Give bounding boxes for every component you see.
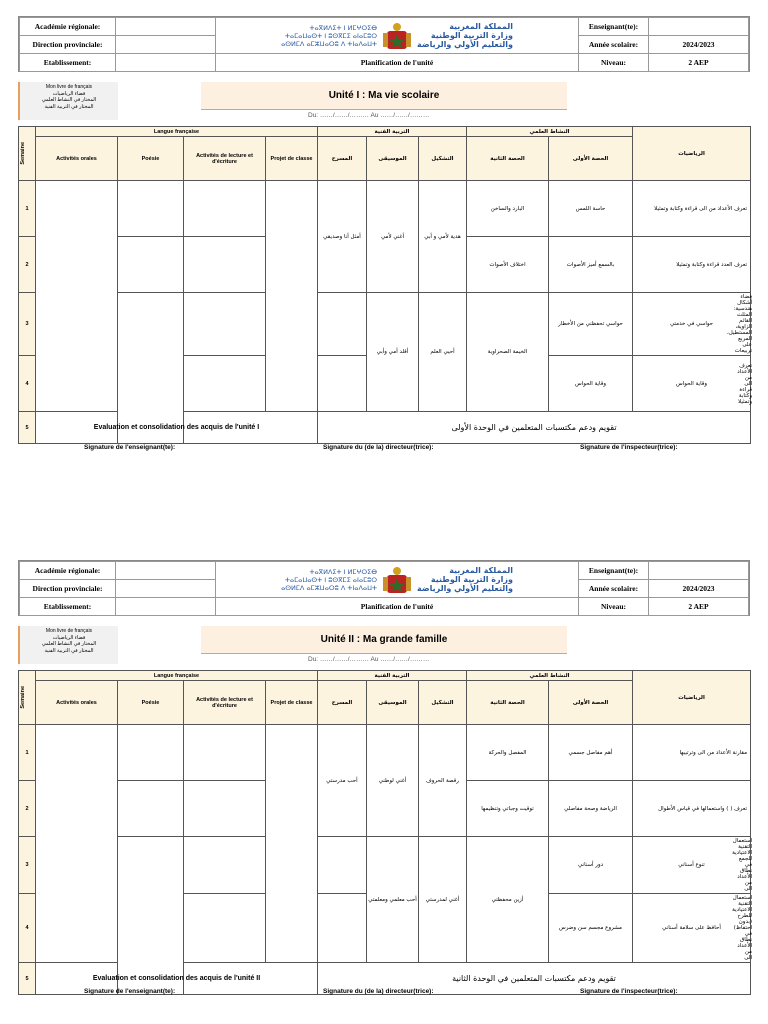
poesie-header: Poésie — [118, 137, 184, 181]
week-number: 2 — [19, 781, 36, 837]
dates-range: Du: ……/……/……… Au ……/……/……… — [308, 656, 430, 663]
seance2-header: الحصة الثانية — [467, 681, 549, 725]
theatre-cell: أمثل أنا وصديقي — [318, 181, 367, 293]
seance1-header: الحصة الأولى — [549, 681, 633, 725]
art-header: التربية الفنية — [318, 671, 467, 681]
annee-label: Année scolaire: — [579, 580, 649, 598]
direction-label: Direction provinciale: — [20, 580, 116, 598]
inspector-signature[interactable]: Signature de l'inspecteur(trice): — [580, 444, 678, 451]
seance1-cell: أهم مفاصل جسمي — [549, 725, 633, 781]
inspector-signature[interactable]: Signature de l'inspecteur(trice): — [580, 988, 678, 995]
tifinagh-text: ⵜⴰⴳⵍⴷⵉⵜ ⵏ ⵍⵎⵖⵔⵉⴱ ⵜⴰⵎⴰⵡⴰⵙⵜ ⵏ ⵓⵙⴳⵎⵉ ⴰⵏⴰⵎⵓⵔ ⴰⵙⵍⵎⴷ ⴰⵎⵣⵡⴰⵔⵓ ⴷ ⵜⵏⴰⴷⴰⵡⵜ — [281, 567, 377, 592]
math-cell: تعرف ( ) واستعمالها في قياس الأطوال — [633, 781, 751, 837]
week-row — [19, 725, 751, 781]
tifinagh-text: ⵜⴰⴳⵍⴷⵉⵜ ⵏ ⵍⵎⵖⵔⵉⴱ ⵜⴰⵎⴰⵡⴰⵙⵜ ⵏ ⵓⵙⴳⵎⵉ ⴰⵏⴰⵎⵓⵔ ⴰⵙⵍⵎⴷ ⴰⵎⵣⵡⴰⵔⵓ ⴷ ⵜⵏⴰⴷⴰⵡⵜ — [281, 23, 377, 48]
week-number: 3 — [19, 837, 36, 894]
week-number: 2 — [19, 237, 36, 293]
seance2-header: الحصة الثانية — [467, 137, 549, 181]
week-number: 5 — [19, 963, 36, 995]
planification-title: Planification de l'unité — [216, 54, 579, 72]
theatre-header: المسرح — [318, 137, 367, 181]
seance2-cell: مشروع مجسم سن وضرس — [549, 894, 633, 963]
unit-title: Unité I : Ma vie scolaire — [201, 82, 567, 110]
poesie-cell[interactable] — [118, 181, 184, 237]
etablissement-field[interactable] — [116, 598, 216, 616]
planning-table — [18, 670, 751, 995]
seance2-cell: اختلاف الأصوات — [467, 237, 549, 293]
lecture-cell[interactable] — [184, 237, 266, 293]
enseignant-field[interactable] — [649, 562, 749, 580]
theatre-header: المسرح — [318, 681, 367, 725]
eval-fr: Evaluation et consolidation des acquis de l'unité I — [36, 412, 318, 444]
oral-header: Activités orales — [36, 681, 118, 725]
academie-label: Académie régionale: — [20, 562, 116, 580]
niveau-label: Niveau: — [579, 598, 649, 616]
poesie-cell[interactable] — [184, 293, 266, 356]
dates-range: Du: ……/……/……… Au ……/……/……… — [308, 112, 430, 119]
poesie-header: Poésie — [118, 681, 184, 725]
math-cell: تعرف العدد قراءة وكتابة وتمثيلا — [633, 237, 751, 293]
theatre-cell: أقلد أمي وأبي — [367, 293, 419, 412]
header-box — [18, 560, 750, 616]
etablissement-label: Etablissement: — [20, 598, 116, 616]
langue-header: Langue française — [36, 671, 318, 681]
oral-cell[interactable] — [36, 725, 118, 963]
lecture-cell[interactable] — [184, 725, 266, 781]
poesie-cell[interactable] — [184, 894, 266, 963]
ministry-arabic: المملكة المغربية وزارة التربية الوطنية والتعليم الأولي والرياضة — [417, 566, 513, 593]
week-number: 4 — [19, 894, 36, 963]
seance2-cell: المفصل والحركة — [467, 725, 549, 781]
dessin-header: التشكيل — [419, 681, 467, 725]
niveau-label: Niveau: — [579, 54, 649, 72]
week-row: 3 أقلد أمي وأبي أحيي العلم الخيمة الصحراوية حواسي تحفظني من الأخطار حواسي في خدمتي فضاء أشكال هندسية: المثلث القائم الزاوية، المستطيل، المربع على تربيعات — [19, 293, 751, 356]
math-cell: مقارنة الأعداد من الى وترتيبها — [633, 725, 751, 781]
ministry-banner — [216, 562, 579, 598]
lecture-cell[interactable] — [184, 781, 266, 837]
seance2-cell: وقاية الحواس — [549, 356, 633, 412]
director-signature[interactable]: Signature du (de la) directeur(trice): — [323, 444, 434, 451]
seance1-cell: أحافظ على سلامة أسناني — [633, 894, 751, 963]
lecture-header: Activités de lecture et d'écriture — [184, 681, 266, 725]
enseignant-label: Enseignant(te): — [579, 562, 649, 580]
lecture-cell[interactable] — [318, 894, 367, 963]
semaine-header: Semaine — [19, 127, 36, 181]
semaine-header: Semaine — [19, 671, 36, 725]
week-row: 3 أحب معلمي ومعلمتي أغني لمدرستي أزين محفظتي دور أسناني تنوع أسناني استعمال التقنية الاعتيادية للجمع في نطاق الأعداد من الى — [19, 837, 751, 894]
dessin-header: التشكيل — [419, 137, 467, 181]
theatre-cell: أحب معلمي ومعلمتي — [367, 837, 419, 963]
ministry-banner — [216, 18, 579, 54]
direction-label: Direction provinciale: — [20, 36, 116, 54]
poesie-cell[interactable] — [184, 356, 266, 412]
lecture-cell[interactable] — [318, 356, 367, 412]
seance1-cell: الرياضة وصحة مفاصلي — [549, 781, 633, 837]
musique-cell: أغني لوطني — [367, 725, 419, 837]
seance1-cell: حواسي في خدمتي — [633, 293, 751, 356]
lecture-cell[interactable] — [318, 837, 367, 894]
poesie-cell[interactable] — [184, 837, 266, 894]
etablissement-label: Etablissement: — [20, 54, 116, 72]
unit-title: Unité II : Ma grande famille — [201, 626, 567, 654]
header-box — [18, 16, 750, 72]
sources-box: Mon livre de français فضاء الرياضيات المختار في النشاط العلمي المختار في التربية الفنية — [18, 82, 118, 120]
enseignant-label: Enseignant(te): — [579, 18, 649, 36]
poesie-cell[interactable] — [118, 237, 184, 293]
seance1-header: الحصة الأولى — [549, 137, 633, 181]
langue-header: Langue française — [36, 127, 318, 137]
seance1-cell: بالسمع أميز الأصوات — [549, 237, 633, 293]
science-header: النشاط العلمي — [467, 127, 633, 137]
seance2-cell: البارد والساخن — [467, 181, 549, 237]
teacher-signature[interactable]: Signature de l'enseignant(te): — [84, 444, 176, 451]
seance1-cell: وقاية الحواس — [633, 356, 751, 412]
theatre-cell: أحب مدرستي — [318, 725, 367, 837]
eval-ar: تقويم ودعم مكتسبات المتعلمين في الوحدة الأولى — [318, 412, 751, 444]
week-row — [19, 181, 751, 237]
seance2-cell: توقيت وجباتي وتنظيمها — [467, 781, 549, 837]
academie-label: Académie régionale: — [20, 18, 116, 36]
emblem-icon — [383, 21, 411, 51]
musique-cell: أحيي العلم — [419, 293, 467, 412]
oral-cell[interactable] — [36, 181, 118, 412]
direction-field[interactable] — [116, 580, 216, 598]
math-header: الرياضيات — [633, 671, 751, 725]
dessin-cell: هدية لأمي و أبي — [419, 181, 467, 293]
poesie-cell[interactable] — [118, 781, 184, 837]
projet-cell[interactable] — [266, 725, 318, 963]
niveau-value: 2 AEP — [649, 54, 749, 72]
musique-header: الموسيقى — [367, 681, 419, 725]
lecture-header: Activités de lecture et d'écriture — [184, 137, 266, 181]
annee-value: 2024/2023 — [649, 580, 749, 598]
projet-header: Projet de classe — [266, 681, 318, 725]
niveau-value: 2 AEP — [649, 598, 749, 616]
etablissement-field[interactable] — [116, 54, 216, 72]
director-signature[interactable]: Signature du (de la) directeur(trice): — [323, 988, 434, 995]
musique-cell: أغني لمدرستي — [419, 837, 467, 963]
math-header: الرياضيات — [633, 127, 751, 181]
enseignant-field[interactable] — [649, 18, 749, 36]
sources-box: Mon livre de français فضاء الرياضيات المختار في النشاط العلمي المختار في التربية الفنية — [18, 626, 118, 664]
week-number: 1 — [19, 181, 36, 237]
week-number: 5 — [19, 412, 36, 444]
projet-header: Projet de classe — [266, 137, 318, 181]
lecture-cell[interactable] — [318, 293, 367, 356]
planning-table — [18, 126, 751, 444]
musique-cell: أغني لأمي — [367, 181, 419, 293]
week-number: 4 — [19, 356, 36, 412]
eval-fr: Evaluation et consolidation des acquis de l'unité II — [36, 963, 318, 995]
week-number: 3 — [19, 293, 36, 356]
annee-label: Année scolaire: — [579, 36, 649, 54]
dessin-cell: أزين محفظتي — [467, 837, 549, 963]
poesie-cell[interactable] — [118, 725, 184, 781]
direction-field[interactable] — [116, 36, 216, 54]
lecture-cell[interactable] — [184, 181, 266, 237]
oral-header: Activités orales — [36, 137, 118, 181]
dessin-cell: رقصة الحروف — [419, 725, 467, 837]
projet-cell[interactable] — [266, 181, 318, 412]
week-row: 4 وقاية الحواس وقاية الحواس تعرف الأعداد من الى قراءة وكتابة وتمثيلا — [19, 356, 751, 412]
seance1-cell: تنوع أسناني — [633, 837, 751, 894]
emblem-icon — [383, 565, 411, 595]
academie-field[interactable] — [116, 562, 216, 580]
eval-ar: تقويم ودعم مكتسبات المتعلمين في الوحدة الثانية — [318, 963, 751, 995]
science-header: النشاط العلمي — [467, 671, 633, 681]
academie-field[interactable] — [116, 18, 216, 36]
math-cell: تعرف الأعداد من الى قراءة وكتابة وتمثيلا — [633, 181, 751, 237]
week-number: 1 — [19, 725, 36, 781]
musique-header: الموسيقى — [367, 137, 419, 181]
teacher-signature[interactable]: Signature de l'enseignant(te): — [84, 988, 176, 995]
evaluation-row — [19, 412, 751, 444]
art-header: التربية الفنية — [318, 127, 467, 137]
seance2-cell: دور أسناني — [549, 837, 633, 894]
week-row: 4 مشروع مجسم سن وضرس أحافظ على سلامة أسناني استعمال التقنية الاعتيادية للطرح (بدون احتفاظ) في نطاق الأعداد من الى — [19, 894, 751, 963]
ministry-arabic: المملكة المغربية وزارة التربية الوطنية والتعليم الأولي والرياضة — [417, 22, 513, 49]
dessin-cell: الخيمة الصحراوية — [467, 293, 549, 412]
seance1-cell: حاسة اللمس — [549, 181, 633, 237]
annee-value: 2024/2023 — [649, 36, 749, 54]
planification-title: Planification de l'unité — [216, 598, 579, 616]
seance2-cell: حواسي تحفظني من الأخطار — [549, 293, 633, 356]
